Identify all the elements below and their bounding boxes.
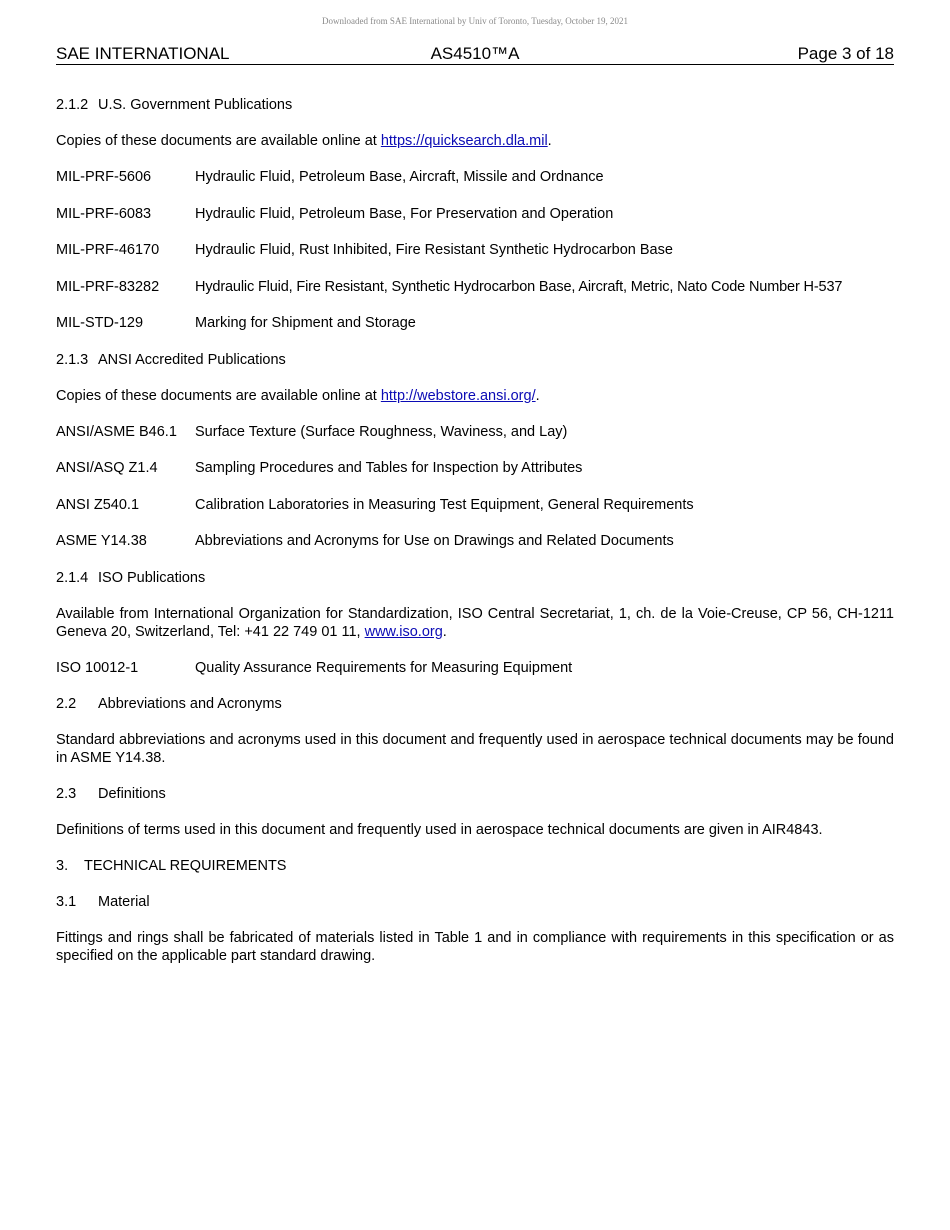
section-2-3-text: Definitions of terms used in this document and frequently used in aerospace technical documents are given in AIR4843.: [56, 822, 823, 838]
reference-title: Sampling Procedures and Tables for Inspection by Attributes: [195, 460, 583, 476]
download-watermark: Downloaded from SAE International by Univ of Toronto, Tuesday, October 19, 2021: [321, 16, 629, 26]
intro-text: Available from International Organization for Standardization, ISO Central Secretariat, 1, ch. de la Voie-Creuse, CP 56, CH-1211 Geneva 20, Switzerland, Tel: +41 22 749 01 11,: [56, 605, 894, 640]
reference-code: MIL-PRF-83282: [56, 278, 160, 295]
reference-row: [56, 659, 894, 677]
section-title: TECHNICAL REQUIREMENTS: [84, 858, 287, 874]
reference-title: Hydraulic Fluid, Petroleum Base, For Preservation and Operation: [195, 205, 614, 222]
reference-title: Abbreviations and Acronyms for Use on Drawings and Related Documents: [195, 533, 674, 549]
dla-quicksearch-link[interactable]: https://quicksearch.dla.mil: [380, 133, 548, 149]
section-2-1-3-intro: [56, 387, 894, 405]
reference-title: Marking for Shipment and Storage: [195, 315, 416, 331]
reference-row: [56, 278, 894, 296]
ansi-webstore-link[interactable]: http://webstore.ansi.org/: [380, 387, 536, 404]
reference-code: ISO 10012-1: [56, 659, 139, 676]
page-header: [56, 44, 894, 65]
section-3-1-heading: [56, 893, 894, 911]
reference-code: ANSI/ASQ Z1.4: [56, 460, 158, 476]
section-number: 2.1.4: [56, 569, 89, 586]
iso-website-link[interactable]: www.iso.org: [364, 623, 443, 640]
reference-title: Surface Texture (Surface Roughness, Waviness, and Lay): [195, 423, 568, 440]
section-title: ANSI Accredited Publications: [98, 351, 286, 368]
section-2-2-heading: [56, 695, 894, 713]
header-doc-number: AS4510™A: [430, 44, 520, 63]
section-2-1-3-heading: [56, 351, 894, 369]
section-title: Definitions: [98, 786, 166, 802]
reference-code: ASME Y14.38: [56, 533, 147, 549]
reference-title: Hydraulic Fluid, Petroleum Base, Aircraft, Missile and Ordnance: [195, 169, 604, 185]
reference-code: MIL-STD-129: [56, 315, 144, 331]
reference-row: [56, 314, 894, 332]
reference-code: ANSI Z540.1: [56, 496, 140, 513]
section-number: 2.1.2: [56, 97, 89, 113]
reference-row: [56, 168, 894, 186]
section-title: U.S. Government Publications: [98, 97, 293, 113]
reference-code: ANSI/ASME B46.1: [56, 423, 177, 440]
section-title: Material: [98, 894, 150, 910]
reference-title: Hydraulic Fluid, Fire Resistant, Synthetic Hydrocarbon Base, Aircraft, Metric, Nato Code Number H-537: [195, 278, 843, 295]
section-number: 2.3: [56, 786, 77, 802]
section-3-heading: [56, 857, 894, 875]
reference-title: Quality Assurance Requirements for Measuring Equipment: [195, 659, 573, 676]
section-number: 3.1: [56, 894, 77, 910]
section-2-1-2-heading: [56, 96, 894, 114]
section-2-3-heading: [56, 785, 894, 803]
document-body: [56, 96, 894, 983]
section-number: 2.2: [56, 696, 77, 712]
reference-row: [56, 423, 894, 441]
section-3-1-text: Fittings and rings shall be fabricated of materials listed in Table 1 and in compliance with requirements in this specification or as specified on the applicable part standard drawing.: [56, 930, 894, 964]
intro-end: .: [442, 623, 447, 640]
reference-row: [56, 532, 894, 550]
section-title: ISO Publications: [98, 569, 206, 586]
intro-text: Copies of these documents are available online at: [56, 133, 381, 149]
reference-row: [56, 459, 894, 477]
reference-row: [56, 241, 894, 259]
header-org: SAE INTERNATIONAL: [56, 44, 230, 63]
section-2-1-4-heading: [56, 569, 894, 587]
header-page-number: Page 3 of 18: [797, 44, 894, 63]
section-number: 3.: [56, 858, 69, 874]
reference-row: [56, 496, 894, 514]
reference-title: Hydraulic Fluid, Rust Inhibited, Fire Resistant Synthetic Hydrocarbon Base: [195, 242, 673, 258]
intro-end: .: [547, 133, 552, 149]
reference-code: MIL-PRF-5606: [56, 169, 152, 185]
reference-title: Calibration Laboratories in Measuring Test Equipment, General Requirements: [195, 496, 694, 513]
reference-row: [56, 205, 894, 223]
section-2-1-2-intro: [56, 132, 894, 150]
reference-code: MIL-PRF-46170: [56, 242, 160, 258]
intro-text: Copies of these documents are available online at: [56, 387, 381, 404]
reference-code: MIL-PRF-6083: [56, 205, 152, 222]
section-2-2-text: Standard abbreviations and acronyms used in this document and frequently used in aerospace technical documents may be found in ASME Y14.38.: [56, 732, 894, 766]
section-number: 2.1.3: [56, 351, 89, 368]
section-title: Abbreviations and Acronyms: [98, 696, 282, 712]
section-2-1-4-intro: [56, 605, 894, 641]
intro-end: .: [535, 387, 540, 404]
